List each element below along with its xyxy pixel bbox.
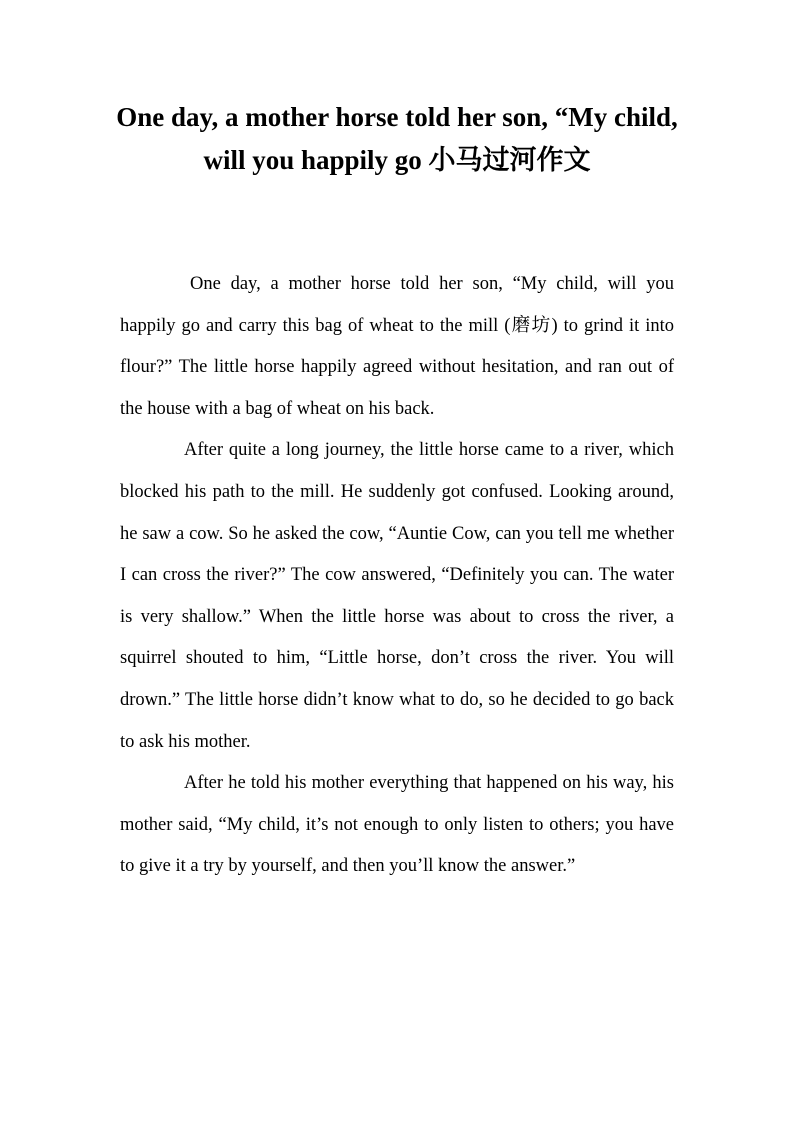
paragraph-3: After he told his mother everything that happened on his way, his mother said, “My child, it’s not enough to only listen to others; you have to give it a try by yourself, and then you’ll know the answer.” — [120, 773, 674, 877]
paragraph-1: One day, a mother horse told her son, “My child, will you happily go and carry this bag of wheat to the mill (磨坊) to grind it into flour?” The little horse happily agreed without hesitation, and ran out of the house with a bag of wheat on his back. — [120, 274, 674, 419]
document-body — [120, 264, 674, 888]
paragraph-2: After quite a long journey, the little horse came to a river, which blocked his path to the mill. He suddenly got confused. Looking around, he saw a cow. So he asked the cow, “Auntie Cow, can you tell me whether I can cross the river?” The cow answered, “Definitely you can. The water is very shallow.” When the little horse was about to cross the river, a squirrel shouted to him, “Little horse, don’t cross the river. You will drown.” The little horse didn’t know what to do, so he decided to go back to ask his mother. — [120, 440, 674, 752]
document-title: One day, a mother horse told her son, “My child, will you happily go 小马过河作文 — [116, 102, 678, 175]
